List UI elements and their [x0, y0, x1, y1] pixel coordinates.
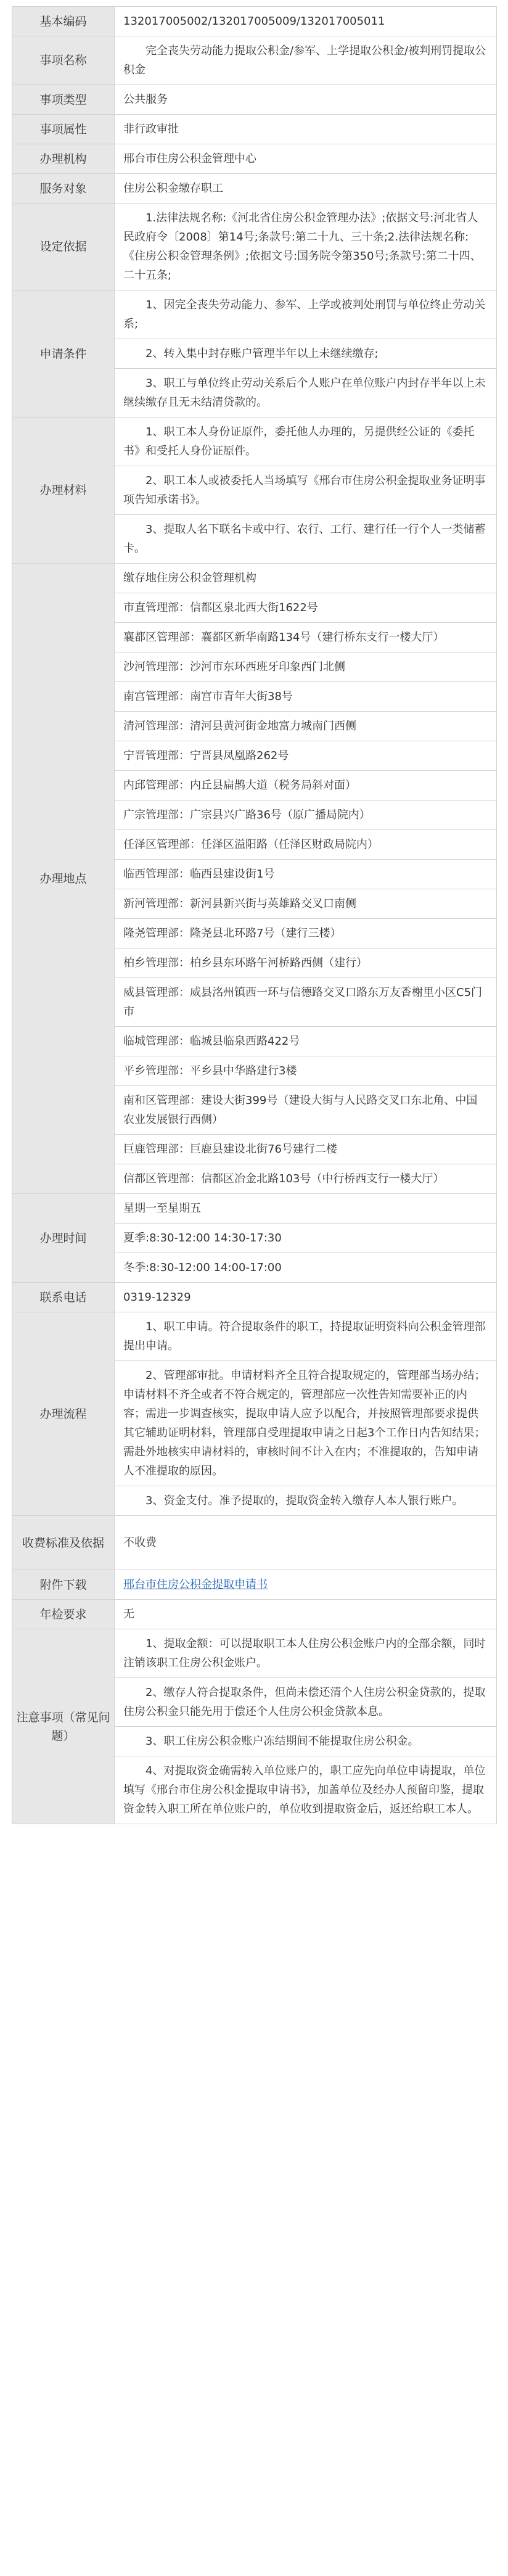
- location-item: 巨鹿管理部：巨鹿县建设北街76号建行二楼: [115, 1134, 496, 1164]
- location-item: 沙河管理部：沙河市东环西班牙印象西门北侧: [115, 652, 496, 681]
- basis-label: 设定依据: [12, 204, 115, 290]
- materials-label: 办理材料: [12, 418, 115, 564]
- location-item: 宁晋管理部：宁晋县凤凰路262号: [115, 741, 496, 770]
- location-item: 临城管理部：临城县临泉西路422号: [115, 1026, 496, 1056]
- item-type-label: 事项类型: [12, 85, 115, 115]
- item-name-label: 事项名称: [12, 36, 115, 85]
- location-item: 南和区管理部：建设大街399号（建设大街与人民路交叉口东北角、中国农业发展银行西侧）: [115, 1085, 496, 1134]
- agency-label: 办理机构: [12, 144, 115, 174]
- row-attachment: [12, 1570, 497, 1600]
- hours-winter: 冬季:8:30-12:00 14:00-17:00: [115, 1253, 496, 1282]
- location-item: 任泽区管理部：任泽区溢阳路（任泽区财政局院内）: [115, 829, 496, 859]
- location-item: 襄都区管理部：襄都区新华南路134号（建行桥东支行一楼大厅）: [115, 622, 496, 652]
- location-item: 清河管理部：清河县黄河街金地富力城南门西侧: [115, 711, 496, 741]
- row-basis: [12, 204, 497, 290]
- row-item-attr: [12, 115, 497, 144]
- row-phone: [12, 1283, 497, 1312]
- row-conditions: [12, 290, 497, 418]
- note-item: 3、职工住房公积金账户冻结期间不能提取住房公积金。: [115, 1726, 496, 1756]
- row-materials: [12, 418, 497, 564]
- location-item: 内邱管理部：内丘县扁鹊大道（税务局斜对面）: [115, 770, 496, 800]
- phone-value: 0319-12329: [123, 1291, 191, 1304]
- row-item-type: [12, 85, 497, 115]
- notes-label: 注意事项（常见问题）: [12, 1629, 115, 1824]
- item-attr-label: 事项属性: [12, 115, 115, 144]
- note-item: 2、缴存人符合提取条件，但尚未偿还清个人住房公积金贷款的，提取住房公积金只能先用于偿还个人住房公积金贷款本息。: [115, 1677, 496, 1726]
- material-item: 2、职工本人或被委托人当场填写《邢台市住房公积金提取业务证明事项告知承诺书》。: [115, 466, 496, 514]
- service-guide: [12, 6, 496, 1824]
- location-item: 广宗管理部：广宗县兴广路36号（原广播局院内）: [115, 800, 496, 829]
- row-notes: [12, 1629, 497, 1824]
- row-code: [12, 7, 497, 36]
- guide-table: [12, 6, 497, 1824]
- conditions-label: 申请条件: [12, 290, 115, 418]
- age-value: 无: [123, 1608, 134, 1621]
- condition-item: 2、转入集中封存账户管理半年以上未继续缴存;: [115, 339, 496, 368]
- row-item-name: [12, 36, 497, 85]
- row-process: [12, 1312, 497, 1516]
- location-item: 信都区管理部：信都区冶金北路103号（中行桥西支行一楼大厅）: [115, 1164, 496, 1193]
- audience-value: 住房公积金缴存职工: [123, 182, 223, 195]
- process-label: 办理流程: [12, 1312, 115, 1516]
- fee-label: 收费标准及依据: [12, 1516, 115, 1570]
- note-item: 4、对提取资金确需转入单位账户的，职工应先向单位申请提取，单位填写《邢台市住房公积金提取申请书》，加盖单位及经办人预留印鉴，提取资金转入职工所在单位账户的，单位收到提取资金后，返还给职工本人。: [115, 1756, 496, 1824]
- location-item: 缴存地住房公积金管理机构: [123, 572, 256, 585]
- basis-value: 1.法律法规名称:《河北省住房公积金管理办法》;依据文号:河北省人民政府令〔2008〕第14号;条款号:第二十九、三十条;2.法律法规名称:《住房公积金管理条例》;依据文号:国务院令第350号;条款号:第二十四、二十五条;: [123, 212, 481, 282]
- condition-item: 3、职工与单位终止劳动关系后个人账户在单位账户内封存半年以上未继续缴存且无未结清贷款的。: [115, 368, 496, 417]
- row-locations: [12, 564, 497, 1194]
- location-item: 平乡管理部：平乡县中华路建行3楼: [115, 1056, 496, 1085]
- fee-value: 不收费: [123, 1536, 157, 1549]
- location-item: 南宫管理部：南宫市青年大街38号: [115, 681, 496, 711]
- row-age: [12, 1600, 497, 1629]
- age-label: 年检要求: [12, 1600, 115, 1629]
- locations-label: 办理地点: [12, 564, 115, 1194]
- location-item: 市直管理部：信都区泉北西大街1622号: [115, 593, 496, 622]
- hours-label: 办理时间: [12, 1194, 115, 1283]
- row-hours: [12, 1194, 497, 1283]
- item-attr-value: 非行政审批: [123, 123, 179, 136]
- code-label: 基本编码: [12, 7, 115, 36]
- phone-label: 联系电话: [12, 1283, 115, 1312]
- location-item: 临西管理部：临西县建设街1号: [115, 859, 496, 889]
- attachment-label: 附件下载: [12, 1570, 115, 1600]
- process-step: 2、管理部审批。申请材料齐全且符合提取规定的，管理部当场办结；申请材料不齐全或者不符合规定的，管理部应一次性告知需要补正的内容；需进一步调查核实，提取申请人应予以配合，并按照管理部要求提供其它辅助证明材料，管理部自受理提取申请之日起3个工作日内告知结果；需赴外地核实申请材料的，审核时间不计入在内；不准提取的，告知申请人不准提取的原因。: [115, 1360, 496, 1486]
- location-item: 柏乡管理部：柏乡县东环路午河桥路西侧（建行）: [115, 948, 496, 977]
- note-item: 1、提取金额：可以提取职工本人住房公积金账户内的全部余额，同时注销该职工住房公积金账户。: [123, 1637, 486, 1669]
- attachment-download-link[interactable]: 邢台市住房公积金提取申请书: [123, 1578, 268, 1591]
- hours-days: 星期一至星期五: [123, 1202, 201, 1215]
- row-agency: [12, 144, 497, 174]
- process-step: 3、资金支付。准予提取的，提取资金转入缴存人本人银行账户。: [115, 1486, 496, 1515]
- row-audience: [12, 174, 497, 204]
- location-item: 威县管理部：威县洺州镇西一环与信德路交叉口路东万友香榭里小区C5门市: [115, 977, 496, 1026]
- item-type-value: 公共服务: [123, 93, 168, 106]
- agency-value: 邢台市住房公积金管理中心: [123, 152, 256, 165]
- row-fee: [12, 1516, 497, 1570]
- material-item: 1、职工本人身份证原件，委托他人办理的，另提供经公证的《委托书》和受托人身份证原件。: [123, 426, 475, 458]
- item-name-value: 完全丧失劳动能力提取公积金/参军、上学提取公积金/被判刑罚提取公积金: [123, 44, 486, 76]
- audience-label: 服务对象: [12, 174, 115, 204]
- hours-summer: 夏季:8:30-12:00 14:30-17:30: [115, 1223, 496, 1253]
- material-item: 3、提取人名下联名卡或中行、农行、工行、建行任一行个人一类储蓄卡。: [115, 514, 496, 563]
- process-step: 1、职工申请。符合提取条件的职工，持提取证明资料向公积金管理部提出申请。: [123, 1320, 486, 1352]
- condition-item: 1、因完全丧失劳动能力、参军、上学或被判处刑罚与单位终止劳动关系;: [123, 298, 486, 331]
- location-item: 新河管理部：新河县新兴街与英雄路交叉口南侧: [115, 889, 496, 918]
- code-value: 132017005002/132017005009/132017005011: [123, 15, 385, 28]
- location-item: 隆尧管理部：隆尧县北环路7号（建行三楼）: [115, 918, 496, 948]
